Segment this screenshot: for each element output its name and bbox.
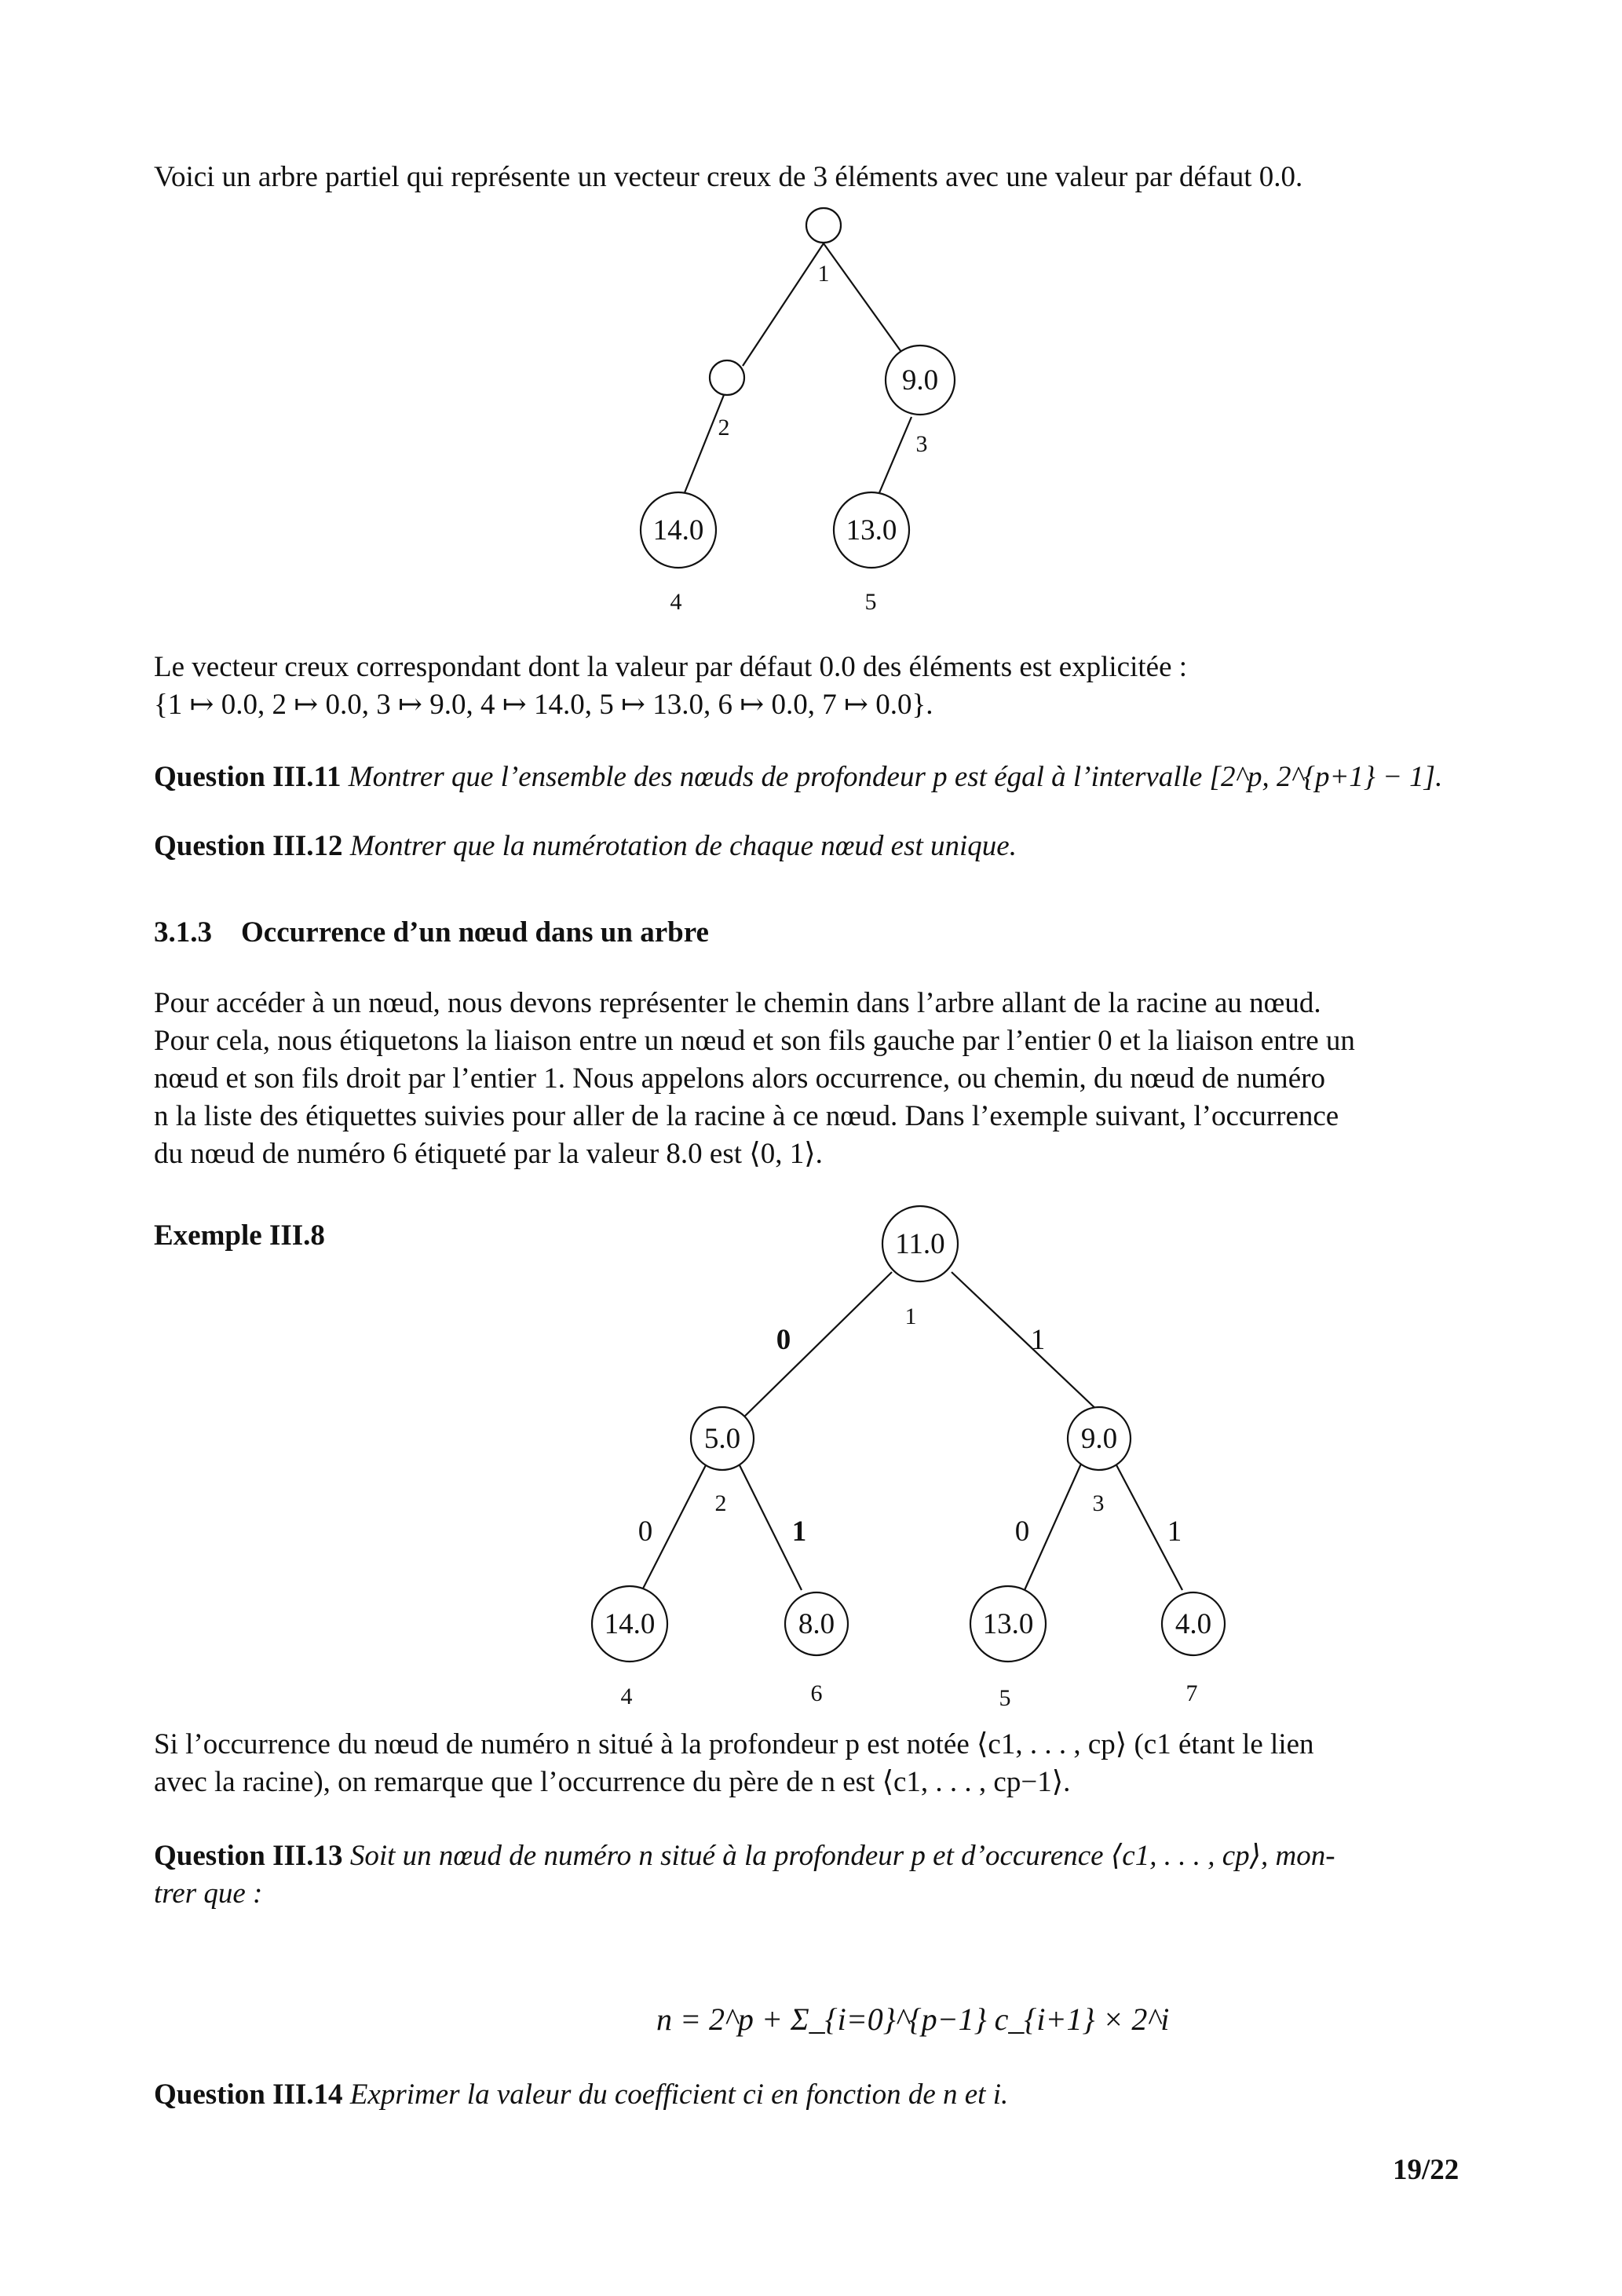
tree1-edge-2-4 — [684, 395, 724, 495]
tree-1 — [641, 208, 955, 615]
tree2-edge-1-3 — [952, 1272, 1101, 1413]
question-iii-14-text: Exprimer la valeur du coefficient ci en fonction de n et i. — [349, 2078, 1009, 2111]
tree2-edge-label-right-2: 1 — [791, 1515, 807, 1548]
tree1-number-5: 5 — [864, 589, 877, 615]
tree2-edge-label-left-root: 0 — [776, 1324, 791, 1356]
tree2-number-5: 5 — [999, 1685, 1011, 1711]
question-iii-13-label: Question III.13 — [154, 1840, 343, 1872]
tree1-edge-1-3 — [824, 243, 909, 363]
tree1-number-1: 1 — [817, 261, 830, 287]
tree2-edge-label-left-2: 0 — [637, 1515, 653, 1548]
tree1-value-14: 14.0 — [652, 514, 704, 547]
explicit-vector: {1 ↦ 0.0, 2 ↦ 0.0, 3 ↦ 9.0, 4 ↦ 14.0, 5 ↦ 13.0, 6 ↦ 0.0, 7 ↦ 0.0}. — [154, 689, 933, 721]
tree2-edge-label-left-3: 0 — [1014, 1515, 1030, 1548]
paragraph-line-1: Pour accéder à un nœud, nous devons représenter le chemin dans l’arbre allant de la racine au nœud. — [154, 987, 1321, 1019]
section-number: 3.1.3 — [154, 916, 212, 949]
question-iii-14 — [154, 2076, 1008, 2114]
section-title: Occurrence d’un nœud dans un arbre — [241, 916, 709, 949]
tree1-number-4: 4 — [670, 589, 682, 615]
question-iii-12-label: Question III.12 — [154, 830, 343, 862]
question-iii-11 — [154, 759, 1442, 796]
tree1-node-2 — [710, 360, 744, 395]
tree1-number-3: 3 — [915, 431, 928, 457]
question-iii-11-label: Question III.11 — [154, 761, 342, 793]
tree1-edge-1-2 — [743, 243, 824, 366]
tree2-value-11: 11.0 — [895, 1228, 945, 1260]
formula-sum: n = 2^p + Σ_{i=0}^{p−1} c_{i+1} × 2^i — [656, 2002, 1170, 2037]
tree2-value-13: 13.0 — [982, 1608, 1034, 1640]
example-label: Exemple III.8 — [154, 1219, 325, 1252]
tree1-edge-3-5 — [879, 417, 911, 495]
tree2-edge-label-right-3: 1 — [1167, 1515, 1182, 1548]
question-iii-13-text-1: Soit un nœud de numéro n situé à la profondeur p et d’occurence ⟨c1, . . . , cp⟩, mon- — [349, 1840, 1335, 1872]
tree2-number-2: 2 — [714, 1490, 727, 1516]
paragraph-line-2: Pour cela, nous étiquetons la liaison entre un nœud et son fils gauche par l’entier 0 et la liaison entre un — [154, 1025, 1355, 1057]
tree2-value-9: 9.0 — [1080, 1423, 1118, 1455]
question-iii-13-text-2: trer que : — [154, 1877, 263, 1910]
after-line-2: avec la racine), on remarque que l’occurrence du père de n est ⟨c1, . . . , cp−1⟩. — [154, 1766, 1071, 1798]
page-number: 19/22 — [1393, 2154, 1459, 2186]
paragraph-line-5: du nœud de numéro 6 étiqueté par la valeur 8.0 est ⟨0, 1⟩. — [154, 1138, 823, 1170]
tree2-edge-3-5 — [1025, 1462, 1082, 1590]
tree2-value-8: 8.0 — [798, 1608, 835, 1640]
question-iii-11-text: Montrer que l’ensemble des nœuds de profondeur p est égal à l’intervalle [2^p, 2^{p+1} − 1]. — [348, 761, 1443, 793]
paragraph-line-3: nœud et son fils droit par l’entier 1. Nous appelons alors occurrence, ou chemin, du nœud de numéro — [154, 1062, 1325, 1095]
tree2-number-3: 3 — [1092, 1490, 1105, 1516]
intro-text: Voici un arbre partiel qui représente un vecteur creux de 3 éléments avec une valeur par défaut 0.0. — [154, 161, 1303, 193]
tree2-number-6: 6 — [810, 1680, 823, 1706]
section-heading — [154, 914, 709, 952]
tree2-edge-1-2 — [738, 1272, 892, 1423]
tree2-value-5: 5.0 — [703, 1423, 741, 1455]
after-line-1: Si l’occurrence du nœud de numéro n situé à la profondeur p est notée ⟨c1, . . . , cp⟩ (c1 étant le lien — [154, 1728, 1314, 1760]
paragraph-line-4: n la liste des étiquettes suivies pour aller de la racine à ce nœud. Dans l’exemple suivant, l’occurrence — [154, 1100, 1339, 1132]
tree2-value-4: 4.0 — [1174, 1608, 1212, 1640]
tree-2 — [592, 1206, 1225, 1711]
tree2-number-7: 7 — [1185, 1680, 1198, 1706]
tree2-number-4: 4 — [620, 1684, 633, 1709]
tree2-value-14: 14.0 — [604, 1608, 656, 1640]
question-iii-12-text: Montrer que la numérotation de chaque nœud est unique. — [349, 830, 1017, 862]
tree1-value-13: 13.0 — [846, 514, 897, 547]
tree2-edge-label-right-root: 1 — [1030, 1324, 1046, 1356]
question-iii-14-label: Question III.14 — [154, 2078, 343, 2111]
question-iii-13 — [154, 1837, 1335, 1875]
tree1-number-2: 2 — [718, 415, 730, 441]
tree1-node-1 — [806, 208, 841, 243]
explicit-text: Le vecteur creux correspondant dont la valeur par défaut 0.0 des éléments est explicitée : — [154, 651, 1188, 683]
tree2-number-1: 1 — [904, 1303, 917, 1329]
question-iii-12 — [154, 828, 1017, 865]
tree1-value-9: 9.0 — [901, 364, 939, 397]
